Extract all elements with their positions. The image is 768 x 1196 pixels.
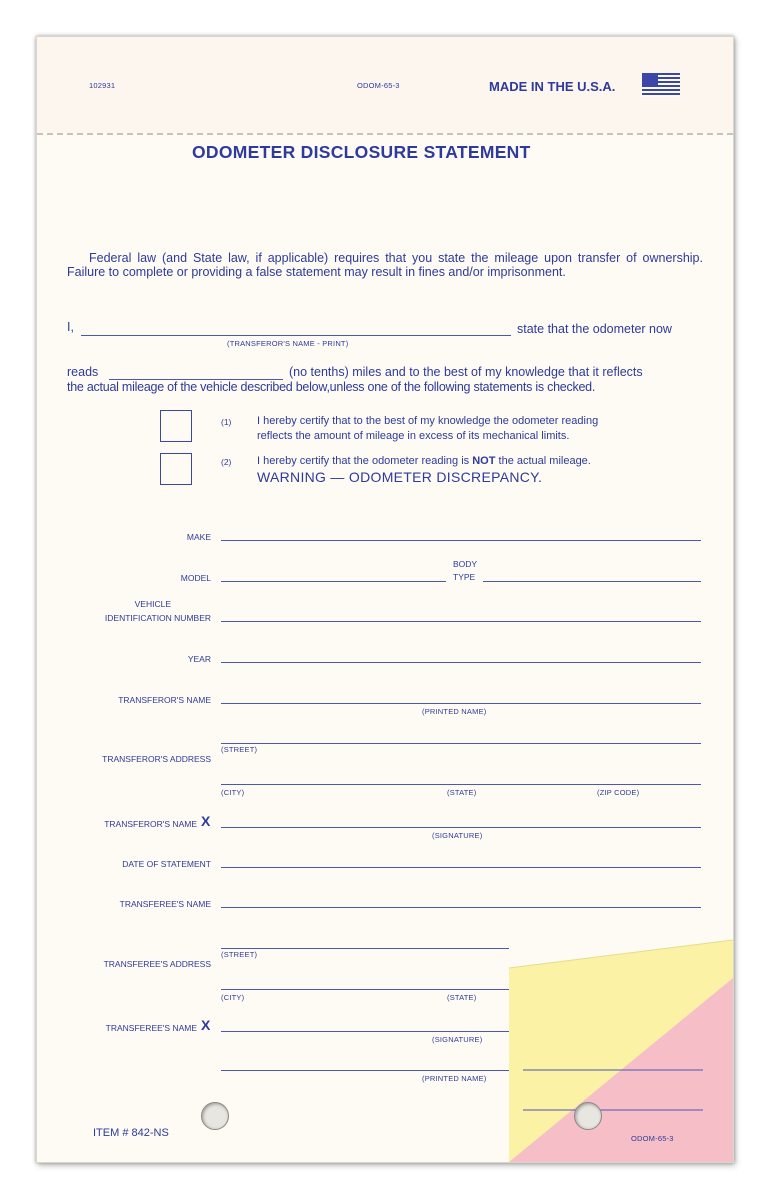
transferor-signature-caption: (SIGNATURE) xyxy=(432,831,483,840)
make-line[interactable] xyxy=(221,540,701,541)
transferee-signature-caption: (SIGNATURE) xyxy=(432,1035,483,1044)
made-in-usa: MADE IN THE U.S.A. xyxy=(489,79,616,94)
transferor-street-line[interactable] xyxy=(221,743,701,744)
transferee-state-caption: (STATE) xyxy=(447,993,477,1002)
body-type-line[interactable] xyxy=(483,581,701,582)
year-line[interactable] xyxy=(221,662,701,663)
statement-line3: the actual mileage of the vehicle described below,unless one of the following statements is checked. xyxy=(67,380,596,394)
vin-line[interactable] xyxy=(221,621,701,622)
transferor-signature-line[interactable] xyxy=(221,827,701,828)
perforation-line xyxy=(37,133,733,135)
statement-i: I, xyxy=(67,320,74,334)
transferor-x-mark: X xyxy=(201,813,211,829)
binding-hole-left xyxy=(201,1102,229,1130)
label-vin: IDENTIFICATION NUMBER xyxy=(104,613,211,623)
label-transferor-address: TRANSFEROR'S ADDRESS xyxy=(102,754,211,764)
label-transferee-address: TRANSFEREE'S ADDRESS xyxy=(103,959,211,969)
transferor-city-caption: (CITY) xyxy=(221,788,245,797)
model-line[interactable] xyxy=(221,581,446,582)
form-sheet xyxy=(36,36,734,1163)
transferee-x-mark: X xyxy=(201,1017,211,1033)
warning-text: WARNING — ODOMETER DISCREPANCY. xyxy=(257,469,543,485)
label-date: DATE OF STATEMENT xyxy=(122,859,211,869)
check-2-number: (2) xyxy=(221,457,232,467)
item-number: ITEM # 842-NS xyxy=(93,1127,169,1139)
form-code-center: ODOM-65-3 xyxy=(357,81,400,90)
label-transferor-name: TRANSFEROR'S NAME xyxy=(118,695,211,705)
transferor-name-caption: (TRANSFEROR'S NAME - PRINT) xyxy=(227,339,349,348)
check-1-number: (1) xyxy=(221,417,232,427)
check-2-line1: I hereby certify that the odometer reading is NOT the actual mileage. xyxy=(257,455,591,467)
transferor-state-caption: (STATE) xyxy=(447,788,477,797)
check-1-line2: reflects the amount of mileage in excess of its mechanical limits. xyxy=(257,430,570,442)
transferor-printed-name-caption: (PRINTED NAME) xyxy=(422,707,487,716)
footer-form-code: ODOM-65-3 xyxy=(631,1134,674,1143)
form-code-left: 102931 xyxy=(89,81,116,90)
transferee-printed-name-caption: (PRINTED NAME) xyxy=(422,1074,487,1083)
binding-hole-right xyxy=(574,1102,602,1130)
date-line[interactable] xyxy=(221,867,701,868)
statement-reads: reads xyxy=(67,365,99,379)
carbon-copies-graphic xyxy=(509,930,733,1162)
intro-paragraph: Federal law (and State law, if applicable) requires that you state the mileage upon transfer of ownership. Failure to complete or providing a false statement may result in fines and/or imprisonment. xyxy=(67,251,703,279)
label-transferee-signature: TRANSFEREE'S NAME xyxy=(105,1023,197,1033)
us-flag-icon xyxy=(642,73,680,97)
carbon-copy-corner xyxy=(509,930,733,1162)
transferee-street-caption: (STREET) xyxy=(221,950,258,959)
label-transferee-name: TRANSFEREE'S NAME xyxy=(119,899,211,909)
transferor-city-line[interactable] xyxy=(221,784,701,785)
label-type: TYPE xyxy=(453,572,476,582)
form-title: ODOMETER DISCLOSURE STATEMENT xyxy=(192,142,531,162)
label-body: BODY xyxy=(453,559,478,569)
transferor-name-line[interactable] xyxy=(221,703,701,704)
label-transferor-signature: TRANSFEROR'S NAME xyxy=(104,819,197,829)
transferee-city-caption: (CITY) xyxy=(221,993,245,1002)
transferor-name-print-line[interactable] xyxy=(81,335,511,336)
statement-reads-suffix: (no tenths) miles and to the best of my knowledge that it reflects xyxy=(289,365,643,379)
transferor-zip-caption: (ZIP CODE) xyxy=(597,788,640,797)
statement-state: state that the odometer now xyxy=(517,322,672,336)
checkbox-mechanical-limits[interactable] xyxy=(160,410,192,442)
check-1-line1: I hereby certify that to the best of my knowledge the odometer reading xyxy=(257,415,599,427)
label-model: MODEL xyxy=(180,573,211,583)
label-vehicle: VEHICLE xyxy=(134,599,171,609)
checkbox-not-actual-mileage[interactable] xyxy=(160,453,192,485)
transferor-street-caption: (STREET) xyxy=(221,745,258,754)
label-year: YEAR xyxy=(187,654,211,664)
transferee-name-line[interactable] xyxy=(221,907,701,908)
label-make: MAKE xyxy=(186,532,211,542)
